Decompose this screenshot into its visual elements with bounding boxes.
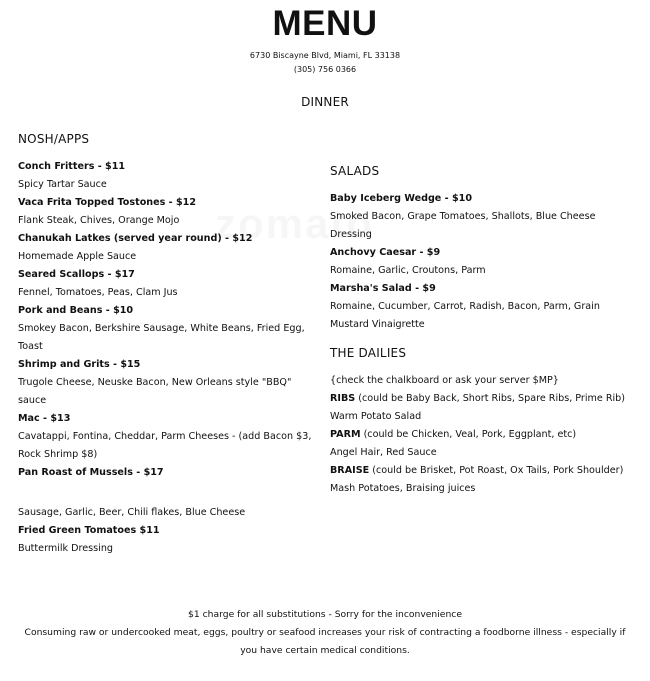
dailies-list <box>330 372 625 498</box>
menu-item-name: Conch Fritters - $11 <box>18 161 126 172</box>
menu-item-desc: Warm Potato Salad <box>330 411 422 422</box>
menu-item-name: Pork and Beans - $10 <box>18 305 134 316</box>
menu-item-desc: sauce <box>18 395 47 406</box>
dailies-intro: {check the chalkboard or ask your server $MP} <box>330 375 559 386</box>
daily-item <box>330 390 625 408</box>
menu-item-desc: Romaine, Garlic, Croutons, Parm <box>330 265 486 276</box>
daily-item <box>330 426 625 444</box>
menu-item-desc: Dressing <box>330 229 372 240</box>
nosh-list-continued <box>18 504 245 558</box>
menu-item-desc: Spicy Tartar Sauce <box>18 179 107 190</box>
menu-item-name: Anchovy Caesar - $9 <box>330 247 441 258</box>
menu-item-desc: Romaine, Cucumber, Carrot, Radish, Bacon, Parm, Grain <box>330 301 600 312</box>
meal-heading: DINNER <box>301 95 349 109</box>
menu-item-desc: Buttermilk Dressing <box>18 543 114 554</box>
menu-item-desc: Fennel, Tomatoes, Peas, Clam Jus <box>18 287 178 298</box>
menu-item-name: Seared Scallops - $17 <box>18 269 135 280</box>
nosh-heading: NOSH/APPS <box>18 132 90 146</box>
daily-item-options: (could be Brisket, Pot Roast, Ox Tails, Pork Shoulder) <box>369 465 624 476</box>
menu-item-desc: Mash Potatoes, Braising juices <box>330 483 476 494</box>
nosh-list <box>18 158 311 482</box>
dailies-heading: THE DAILIES <box>330 346 407 360</box>
menu-item-name: Shrimp and Grits - $15 <box>18 359 141 370</box>
menu-item-name: Vaca Frita Topped Tostones - $12 <box>18 197 197 208</box>
menu-item-desc: Cavatappi, Fontina, Cheddar, Parm Cheeses - (add Bacon $3, <box>18 431 312 442</box>
menu-item-desc: Flank Steak, Chives, Orange Mojo <box>18 215 180 226</box>
daily-item <box>330 462 625 480</box>
menu-item-name: Baby Iceberg Wedge - $10 <box>330 193 472 204</box>
substitution-note: $1 charge for all substitutions - Sorry for the inconvenience <box>188 609 462 620</box>
menu-item-desc: Sausage, Garlic, Beer, Chili flakes, Blue Cheese <box>18 507 246 518</box>
address: 6730 Biscayne Blvd, Miami, FL 33138 <box>249 51 401 60</box>
menu-item-desc: Rock Shrimp $8) <box>18 449 98 460</box>
health-warning-line2: you have certain medical conditions. <box>240 645 410 656</box>
menu-item-name: Marsha's Salad - $9 <box>330 283 436 294</box>
salads-heading: SALADS <box>330 164 380 178</box>
daily-item-options: (could be Baby Back, Short Ribs, Spare Ribs, Prime Rib) <box>355 393 625 404</box>
menu-item-desc: Mustard Vinaigrette <box>330 319 425 330</box>
menu-item-name: Fried Green Tomatoes $11 <box>18 525 160 536</box>
menu-item-desc: Angel Hair, Red Sauce <box>330 447 437 458</box>
daily-item-options: (could be Chicken, Veal, Pork, Eggplant, etc) <box>360 429 577 440</box>
menu-item-name: Mac - $13 <box>18 413 71 424</box>
menu-item-desc: Smoked Bacon, Grape Tomatoes, Shallots, Blue Cheese <box>330 211 596 222</box>
menu-item-name: Pan Roast of Mussels - $17 <box>18 467 164 478</box>
phone: (305) 756 0366 <box>293 65 357 74</box>
health-warning-line1: Consuming raw or undercooked meat, eggs, poultry or seafood increases your risk of contracting a foodborne illness - especially if <box>24 627 626 638</box>
menu-item-desc: Toast <box>18 341 43 352</box>
menu-item-desc: Homemade Apple Sauce <box>18 251 137 262</box>
menu-item-desc: Smokey Bacon, Berkshire Sausage, White Beans, Fried Egg, <box>18 323 305 334</box>
daily-item-label: BRAISE <box>330 465 370 476</box>
menu-item-desc: Trugole Cheese, Neuske Bacon, New Orleans style "BBQ" <box>18 377 292 388</box>
menu-title: MENU <box>272 4 378 43</box>
daily-item-label: RIBS <box>330 393 356 404</box>
menu-item-name: Chanukah Latkes (served year round) - $12 <box>18 233 253 244</box>
daily-item-label: PARM <box>330 429 361 440</box>
salads-list <box>330 190 600 334</box>
